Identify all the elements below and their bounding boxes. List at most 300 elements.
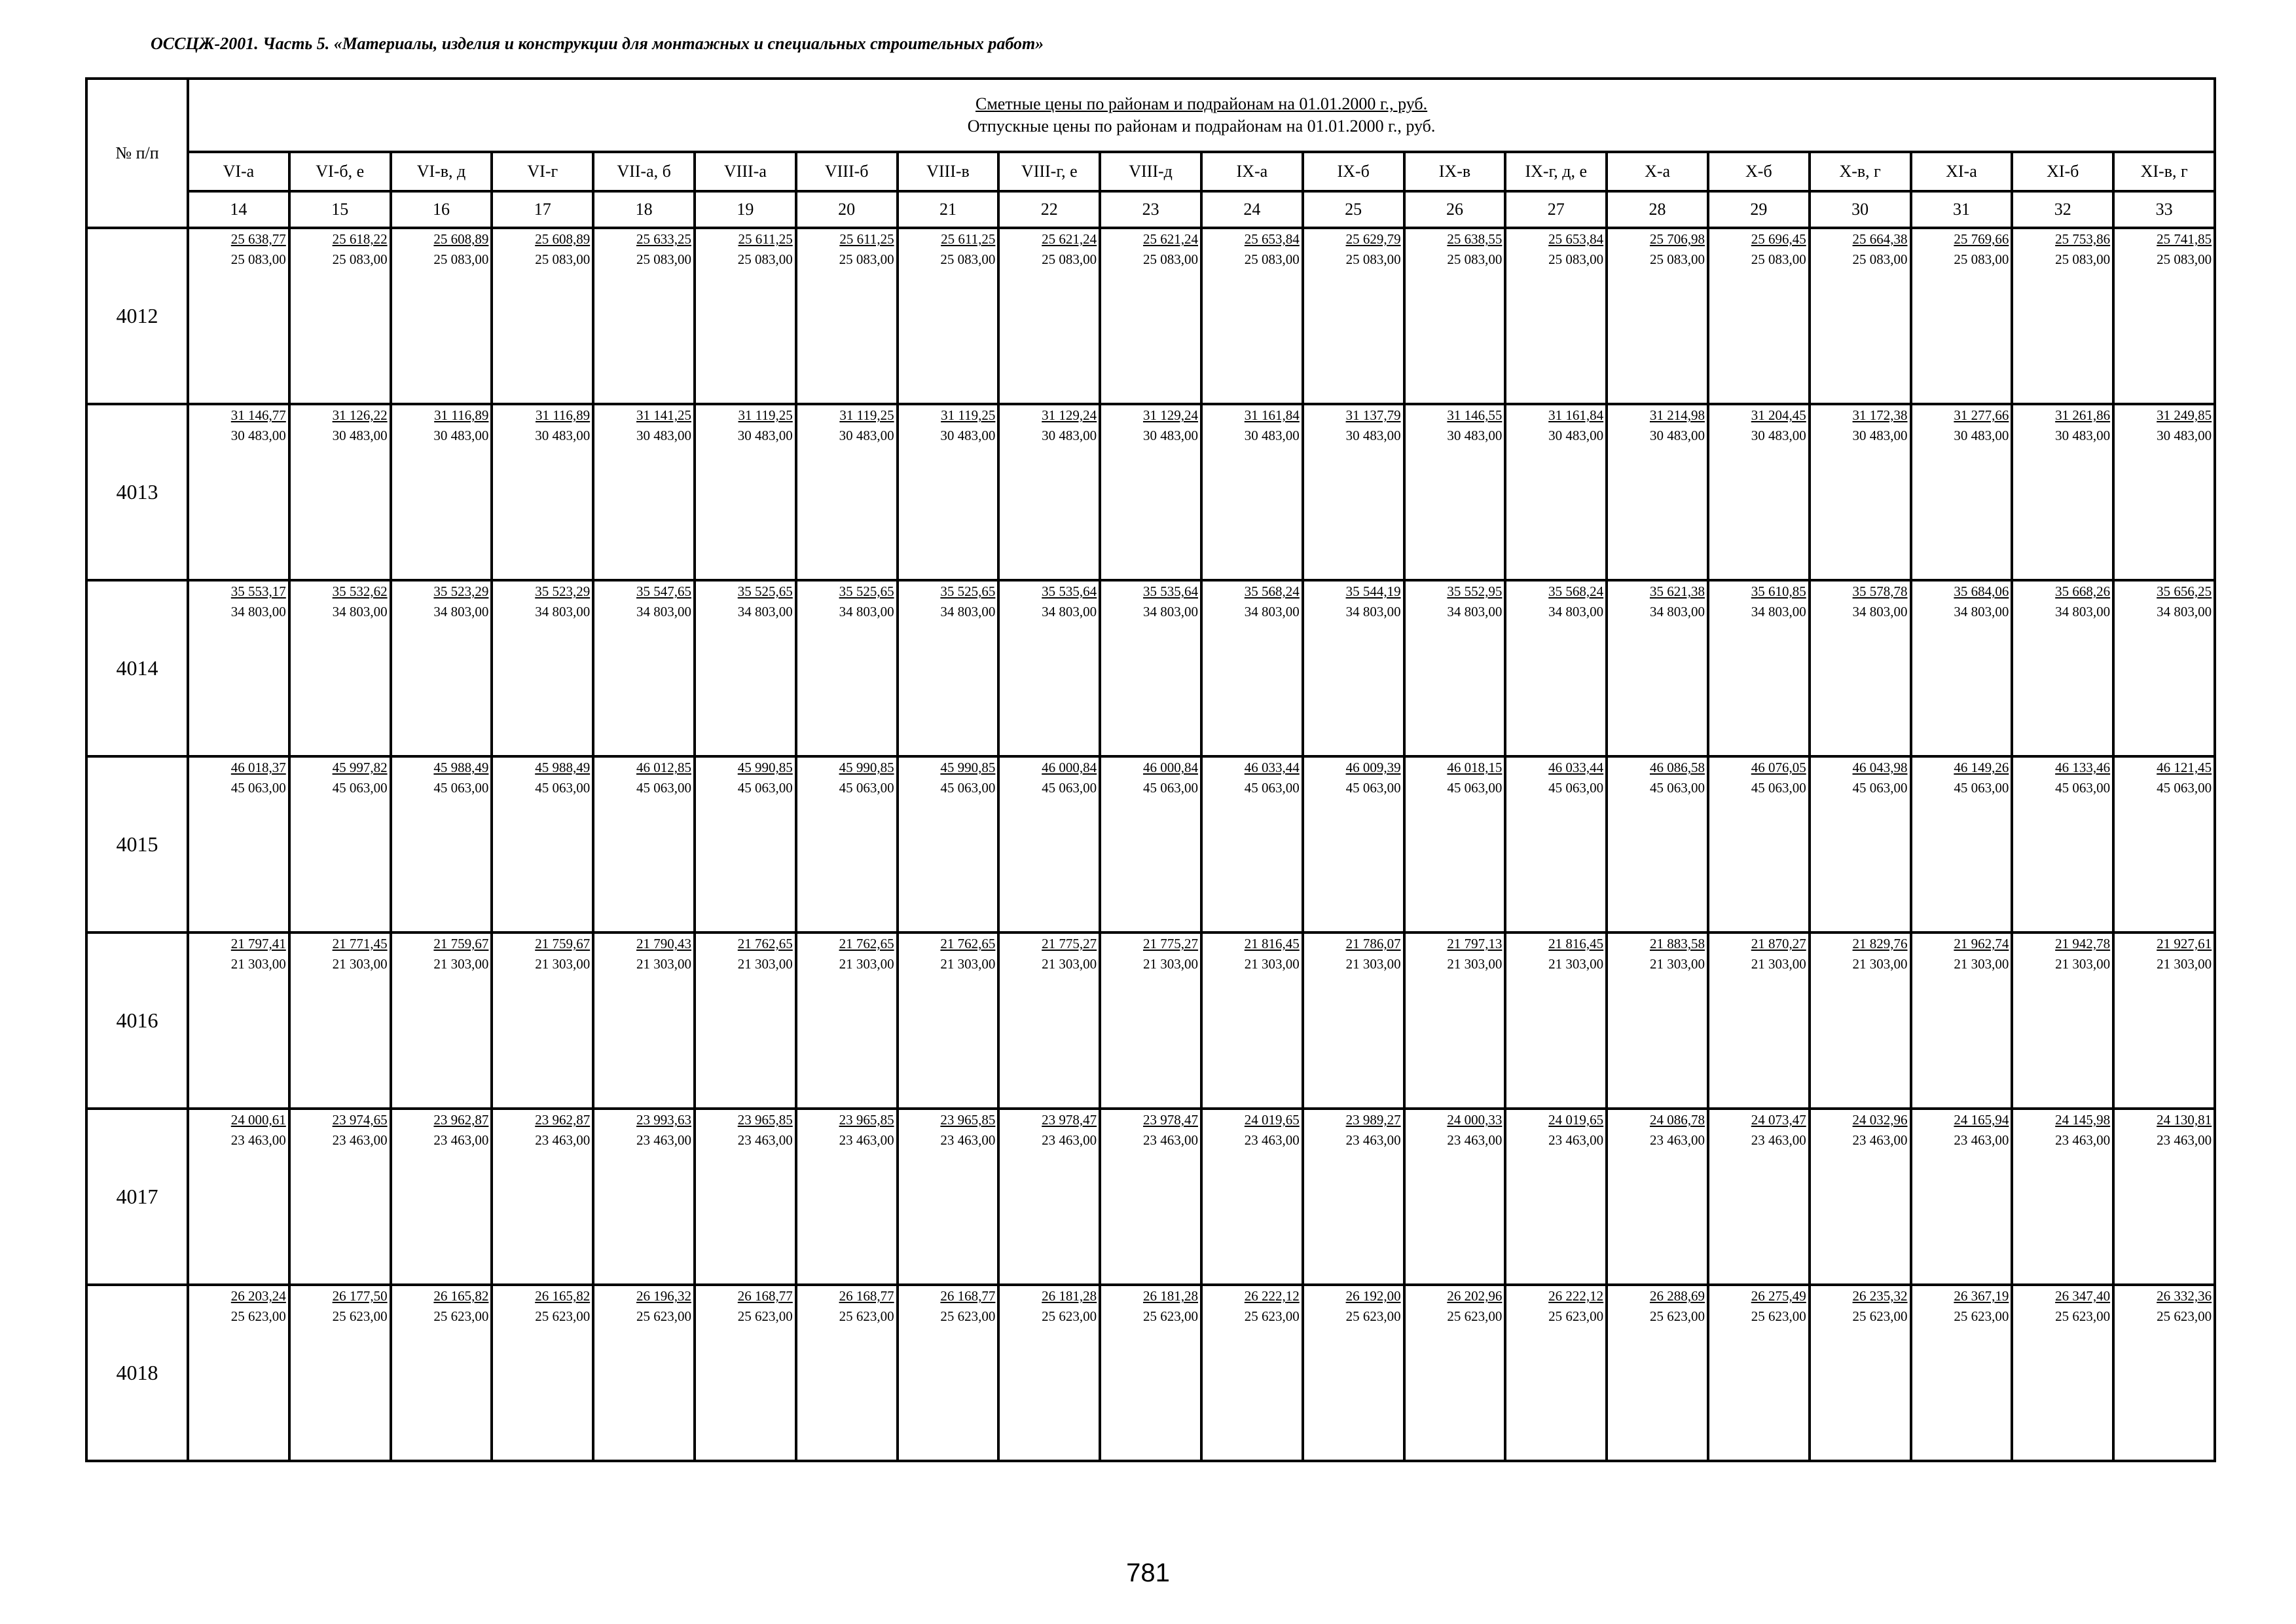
- price-cell: [1100, 756, 1201, 932]
- estimated-price: 25 741,85: [2157, 231, 2212, 247]
- item-code: 4017: [86, 1109, 188, 1285]
- release-price: 21 303,00: [1548, 956, 1604, 972]
- price-cell: [1911, 1285, 2013, 1461]
- price-cell: [2113, 404, 2215, 580]
- price-cell: [1708, 404, 1810, 580]
- release-price: 25 083,00: [1954, 251, 2009, 267]
- price-cell: [998, 580, 1100, 756]
- table-row: [86, 404, 2215, 580]
- column-number: 17: [492, 191, 593, 228]
- estimated-price: 46 086,58: [1649, 760, 1705, 775]
- release-price: 34 803,00: [433, 604, 489, 619]
- price-cell: [1404, 932, 1506, 1109]
- release-price: 45 063,00: [332, 780, 388, 796]
- table-row: [86, 228, 2215, 404]
- estimated-price: 24 086,78: [1649, 1112, 1705, 1128]
- release-price-title: Отпускные цены по районам и подрайонам на 01.01.2000 г., руб.: [967, 117, 1436, 136]
- price-cell: [1607, 932, 1708, 1109]
- release-price: 30 483,00: [1447, 428, 1503, 443]
- price-cell: [492, 756, 593, 932]
- column-number: 29: [1708, 191, 1810, 228]
- release-price: 21 303,00: [940, 956, 996, 972]
- estimated-price: 25 608,89: [433, 231, 489, 247]
- price-cell: [593, 1285, 695, 1461]
- region-header: X-в, г: [1810, 152, 1911, 191]
- release-price: 23 463,00: [535, 1132, 591, 1148]
- release-price: 21 303,00: [1042, 956, 1097, 972]
- release-price: 25 083,00: [1345, 251, 1401, 267]
- release-price: 30 483,00: [737, 428, 793, 443]
- price-cell: [1810, 1109, 1911, 1285]
- price-cell: [391, 932, 492, 1109]
- price-cell: [898, 228, 999, 404]
- price-cell: [188, 228, 289, 404]
- estimated-price: 21 759,67: [535, 936, 591, 951]
- region-header: VIII-д: [1100, 152, 1201, 191]
- release-price: 25 623,00: [737, 1308, 793, 1324]
- region-header: VII-а, б: [593, 152, 695, 191]
- column-number: 14: [188, 191, 289, 228]
- release-price: 21 303,00: [1852, 956, 1908, 972]
- release-price: 30 483,00: [1042, 428, 1097, 443]
- price-cell: [1404, 580, 1506, 756]
- price-cell: [1100, 1109, 1201, 1285]
- region-header: XI-б: [2012, 152, 2113, 191]
- estimated-price: 45 988,49: [433, 760, 489, 775]
- estimated-price: 31 129,24: [1142, 407, 1198, 423]
- price-cell: [1505, 404, 1607, 580]
- price-cell: [2113, 580, 2215, 756]
- price-cell: [593, 1109, 695, 1285]
- release-price: 21 303,00: [1447, 956, 1503, 972]
- release-price: 23 463,00: [2055, 1132, 2111, 1148]
- estimated-price: 35 668,26: [2055, 583, 2111, 599]
- price-cell: [1708, 932, 1810, 1109]
- estimated-price: 45 988,49: [535, 760, 591, 775]
- price-cell: [1607, 756, 1708, 932]
- release-price: 34 803,00: [636, 604, 691, 619]
- estimated-price: 26 192,00: [1345, 1288, 1401, 1304]
- release-price: 23 463,00: [332, 1132, 388, 1148]
- price-cell: [2012, 580, 2113, 756]
- price-cell: [1505, 756, 1607, 932]
- release-price: 45 063,00: [1649, 780, 1705, 796]
- release-price: 23 463,00: [1345, 1132, 1401, 1148]
- estimated-price: 23 962,87: [535, 1112, 591, 1128]
- estimated-price: 35 532,62: [332, 583, 388, 599]
- price-cell: [1911, 932, 2013, 1109]
- release-price: 23 463,00: [1042, 1132, 1097, 1148]
- price-cell: [492, 404, 593, 580]
- price-cell: [695, 1285, 796, 1461]
- release-price: 23 463,00: [1548, 1132, 1604, 1148]
- release-price: 21 303,00: [2157, 956, 2212, 972]
- price-cell: [1505, 932, 1607, 1109]
- item-code: 4012: [86, 228, 188, 404]
- price-cell: [695, 932, 796, 1109]
- estimated-price: 46 000,84: [1042, 760, 1097, 775]
- table-row: [86, 932, 2215, 1109]
- estimated-price: 24 073,47: [1751, 1112, 1806, 1128]
- estimated-price: 21 790,43: [636, 936, 691, 951]
- price-cell: [695, 1109, 796, 1285]
- estimated-price: 21 942,78: [2055, 936, 2111, 951]
- release-price: 25 623,00: [2055, 1308, 2111, 1324]
- price-cell: [695, 228, 796, 404]
- item-code: 4013: [86, 404, 188, 580]
- release-price: 30 483,00: [1954, 428, 2009, 443]
- estimated-price-title: Сметные цены по районам и подрайонам на 01.01.2000 г., руб.: [975, 94, 1428, 114]
- estimated-price: 26 196,32: [636, 1288, 691, 1304]
- region-header: VI-г: [492, 152, 593, 191]
- release-price: 45 063,00: [2055, 780, 2111, 796]
- estimated-price: 26 222,12: [1244, 1288, 1300, 1304]
- release-price: 25 623,00: [433, 1308, 489, 1324]
- price-cell: [1404, 1285, 1506, 1461]
- estimated-price: 25 638,77: [230, 231, 286, 247]
- table-body: [86, 228, 2215, 1461]
- release-price: 34 803,00: [1142, 604, 1198, 619]
- release-price: 23 463,00: [1142, 1132, 1198, 1148]
- price-cell: [1505, 1285, 1607, 1461]
- release-price: 34 803,00: [1751, 604, 1806, 619]
- price-cell: [1201, 756, 1303, 932]
- column-number-row: [86, 191, 2215, 228]
- price-cell: [998, 1109, 1100, 1285]
- price-cell: [1607, 1285, 1708, 1461]
- release-price: 25 623,00: [332, 1308, 388, 1324]
- estimated-price: 24 145,98: [2055, 1112, 2111, 1128]
- price-cell: [898, 932, 999, 1109]
- release-price: 25 083,00: [1548, 251, 1604, 267]
- price-cell: [1607, 1109, 1708, 1285]
- price-cell: [1201, 228, 1303, 404]
- release-price: 25 623,00: [1751, 1308, 1806, 1324]
- price-cell: [1303, 1109, 1404, 1285]
- release-price: 34 803,00: [839, 604, 894, 619]
- release-price: 25 623,00: [1852, 1308, 1908, 1324]
- estimated-price: 26 168,77: [737, 1288, 793, 1304]
- price-cell: [391, 1285, 492, 1461]
- estimated-price: 31 172,38: [1852, 407, 1908, 423]
- release-price: 45 063,00: [433, 780, 489, 796]
- estimated-price: 31 126,22: [332, 407, 388, 423]
- price-cell: [998, 756, 1100, 932]
- estimated-price: 35 523,29: [433, 583, 489, 599]
- release-price: 23 463,00: [433, 1132, 489, 1148]
- region-header: X-а: [1607, 152, 1708, 191]
- release-price: 30 483,00: [535, 428, 591, 443]
- release-price: 25 623,00: [940, 1308, 996, 1324]
- estimated-price: 24 032,96: [1852, 1112, 1908, 1128]
- release-price: 25 623,00: [1345, 1308, 1401, 1324]
- price-cell: [1201, 1285, 1303, 1461]
- release-price: 30 483,00: [2157, 428, 2212, 443]
- price-cell: [796, 228, 898, 404]
- release-price: 25 083,00: [230, 251, 286, 267]
- release-price: 23 463,00: [1649, 1132, 1705, 1148]
- price-cell: [1303, 756, 1404, 932]
- release-price: 25 083,00: [940, 251, 996, 267]
- estimated-price: 21 759,67: [433, 936, 489, 951]
- price-table: [85, 77, 2216, 1462]
- release-price: 25 083,00: [1244, 251, 1300, 267]
- price-cell: [2012, 756, 2113, 932]
- estimated-price: 24 019,65: [1548, 1112, 1604, 1128]
- estimated-price: 21 775,27: [1142, 936, 1198, 951]
- price-cell: [1607, 580, 1708, 756]
- release-price: 30 483,00: [1751, 428, 1806, 443]
- release-price: 30 483,00: [1548, 428, 1604, 443]
- price-cell: [1810, 580, 1911, 756]
- estimated-price: 31 119,25: [941, 407, 996, 423]
- release-price: 25 083,00: [737, 251, 793, 267]
- price-cell: [188, 932, 289, 1109]
- release-price: 30 483,00: [433, 428, 489, 443]
- table-row: [86, 1109, 2215, 1285]
- estimated-price: 35 547,65: [636, 583, 691, 599]
- estimated-price: 21 816,45: [1244, 936, 1300, 951]
- price-cell: [796, 1109, 898, 1285]
- release-price: 23 463,00: [230, 1132, 286, 1148]
- estimated-price: 31 146,55: [1447, 407, 1503, 423]
- price-cell: [2012, 404, 2113, 580]
- price-cell: [492, 1285, 593, 1461]
- estimated-price: 46 033,44: [1244, 760, 1300, 775]
- price-cell: [898, 1109, 999, 1285]
- release-price: 30 483,00: [2055, 428, 2111, 443]
- release-price: 45 063,00: [1954, 780, 2009, 796]
- page-number: 781: [1126, 1559, 1170, 1587]
- release-price: 34 803,00: [230, 604, 286, 619]
- price-cell: [289, 580, 391, 756]
- estimated-price: 21 797,13: [1447, 936, 1503, 951]
- estimated-price: 26 181,28: [1142, 1288, 1198, 1304]
- column-number: 20: [796, 191, 898, 228]
- table-title-row: [86, 79, 2215, 152]
- release-price: 25 623,00: [1649, 1308, 1705, 1324]
- price-cell: [188, 404, 289, 580]
- estimated-price: 25 621,24: [1042, 231, 1097, 247]
- estimated-price: 31 146,77: [230, 407, 286, 423]
- price-cell: [796, 756, 898, 932]
- estimated-price: 25 621,24: [1142, 231, 1198, 247]
- estimated-price: 21 797,41: [230, 936, 286, 951]
- price-cell: [1303, 404, 1404, 580]
- release-price: 23 463,00: [839, 1132, 894, 1148]
- release-price: 45 063,00: [839, 780, 894, 796]
- region-header-row: [86, 152, 2215, 191]
- release-price: 25 083,00: [433, 251, 489, 267]
- estimated-price: 25 638,55: [1447, 231, 1503, 247]
- release-price: 45 063,00: [1447, 780, 1503, 796]
- release-price: 45 063,00: [1142, 780, 1198, 796]
- release-price: 25 083,00: [535, 251, 591, 267]
- release-price: 45 063,00: [636, 780, 691, 796]
- price-cell: [1303, 228, 1404, 404]
- estimated-price: 35 621,38: [1649, 583, 1705, 599]
- release-price: 25 083,00: [636, 251, 691, 267]
- price-cell: [998, 1285, 1100, 1461]
- release-price: 45 063,00: [737, 780, 793, 796]
- price-cell: [2012, 1109, 2113, 1285]
- price-cell: [796, 580, 898, 756]
- price-cell: [1708, 1109, 1810, 1285]
- estimated-price: 21 762,65: [839, 936, 894, 951]
- estimated-price: 31 137,79: [1345, 407, 1401, 423]
- release-price: 21 303,00: [636, 956, 691, 972]
- estimated-price: 35 552,95: [1447, 583, 1503, 599]
- column-number: 24: [1201, 191, 1303, 228]
- release-price: 34 803,00: [1852, 604, 1908, 619]
- estimated-price: 26 332,36: [2157, 1288, 2212, 1304]
- column-number: 16: [391, 191, 492, 228]
- table-row: [86, 1285, 2215, 1461]
- estimated-price: 21 762,65: [737, 936, 793, 951]
- price-cell: [2113, 932, 2215, 1109]
- column-number: 15: [289, 191, 391, 228]
- price-cell: [188, 1109, 289, 1285]
- region-header: IX-б: [1303, 152, 1404, 191]
- release-price: 25 083,00: [2157, 251, 2212, 267]
- release-price: 21 303,00: [1649, 956, 1705, 972]
- region-header: VI-а: [188, 152, 289, 191]
- column-number: 25: [1303, 191, 1404, 228]
- release-price: 21 303,00: [535, 956, 591, 972]
- release-price: 21 303,00: [1751, 956, 1806, 972]
- release-price: 25 083,00: [1042, 251, 1097, 267]
- estimated-price: 25 618,22: [332, 231, 388, 247]
- estimated-price: 24 019,65: [1244, 1112, 1300, 1128]
- price-cell: [1404, 756, 1506, 932]
- release-price: 25 623,00: [1244, 1308, 1300, 1324]
- price-cell: [695, 756, 796, 932]
- price-cell: [2113, 1109, 2215, 1285]
- price-cell: [1810, 932, 1911, 1109]
- price-cell: [1100, 404, 1201, 580]
- estimated-price: 26 168,77: [940, 1288, 996, 1304]
- estimated-price: 45 997,82: [332, 760, 388, 775]
- estimated-price: 26 165,82: [433, 1288, 489, 1304]
- estimated-price: 35 525,65: [940, 583, 996, 599]
- release-price: 45 063,00: [1852, 780, 1908, 796]
- price-cell: [695, 404, 796, 580]
- column-number: 32: [2012, 191, 2113, 228]
- region-header: VIII-а: [695, 152, 796, 191]
- price-cell: [1201, 1109, 1303, 1285]
- release-price: 30 483,00: [230, 428, 286, 443]
- estimated-price: 25 611,25: [738, 231, 793, 247]
- price-cell: [898, 756, 999, 932]
- estimated-price: 24 130,81: [2157, 1112, 2212, 1128]
- estimated-price: 35 568,24: [1244, 583, 1300, 599]
- price-cell: [2012, 228, 2113, 404]
- estimated-price: 35 578,78: [1852, 583, 1908, 599]
- estimated-price: 25 664,38: [1852, 231, 1908, 247]
- estimated-price: 31 161,84: [1244, 407, 1300, 423]
- column-number: 27: [1505, 191, 1607, 228]
- release-price: 34 803,00: [1954, 604, 2009, 619]
- release-price: 25 083,00: [1142, 251, 1198, 267]
- estimated-price: 35 610,85: [1751, 583, 1806, 599]
- price-cell: [1810, 1285, 1911, 1461]
- price-cell: [391, 228, 492, 404]
- column-number: 22: [998, 191, 1100, 228]
- release-price: 21 303,00: [2055, 956, 2111, 972]
- item-code: 4018: [86, 1285, 188, 1461]
- release-price: 45 063,00: [2157, 780, 2212, 796]
- item-code: 4014: [86, 580, 188, 756]
- column-number: 33: [2113, 191, 2215, 228]
- estimated-price: 26 165,82: [535, 1288, 591, 1304]
- price-cell: [289, 228, 391, 404]
- release-price: 34 803,00: [2157, 604, 2212, 619]
- estimated-price: 35 544,19: [1345, 583, 1401, 599]
- price-cell: [1607, 404, 1708, 580]
- estimated-price: 35 535,64: [1142, 583, 1198, 599]
- price-cell: [1607, 228, 1708, 404]
- estimated-price: 46 000,84: [1142, 760, 1198, 775]
- release-price: 34 803,00: [1548, 604, 1604, 619]
- column-number: 26: [1404, 191, 1506, 228]
- column-number: 18: [593, 191, 695, 228]
- price-cell: [492, 580, 593, 756]
- document-header: ОССЦЖ-2001. Часть 5. «Материалы, изделия и конструкции для монтажных и специальных строительных работ»: [151, 34, 1044, 53]
- price-cell: [1303, 932, 1404, 1109]
- release-price: 25 623,00: [535, 1308, 591, 1324]
- estimated-price: 31 141,25: [636, 407, 691, 423]
- estimated-price: 25 696,45: [1751, 231, 1806, 247]
- estimated-price: 35 535,64: [1042, 583, 1097, 599]
- release-price: 23 463,00: [636, 1132, 691, 1148]
- estimated-price: 21 786,07: [1345, 936, 1401, 951]
- price-cell: [1201, 932, 1303, 1109]
- release-price: 25 083,00: [332, 251, 388, 267]
- release-price: 25 623,00: [839, 1308, 894, 1324]
- price-cell: [2113, 228, 2215, 404]
- estimated-price: 21 771,45: [332, 936, 388, 951]
- price-cell: [289, 404, 391, 580]
- region-header: VIII-г, е: [998, 152, 1100, 191]
- price-cell: [391, 1109, 492, 1285]
- estimated-price: 46 018,37: [230, 760, 286, 775]
- estimated-price: 26 235,32: [1852, 1288, 1908, 1304]
- estimated-price: 26 367,19: [1954, 1288, 2009, 1304]
- price-cell: [2113, 1285, 2215, 1461]
- estimated-price: 23 965,85: [940, 1112, 996, 1128]
- estimated-price: 31 214,98: [1649, 407, 1705, 423]
- estimated-price: 23 978,47: [1142, 1112, 1198, 1128]
- price-cell: [998, 932, 1100, 1109]
- price-cell: [998, 404, 1100, 580]
- release-price: 21 303,00: [737, 956, 793, 972]
- price-cell: [2012, 1285, 2113, 1461]
- price-cell: [1708, 580, 1810, 756]
- estimated-price: 46 009,39: [1345, 760, 1401, 775]
- estimated-price: 23 965,85: [839, 1112, 894, 1128]
- estimated-price: 46 121,45: [2157, 760, 2212, 775]
- price-cell: [2012, 932, 2113, 1109]
- release-price: 34 803,00: [1649, 604, 1705, 619]
- estimated-price: 23 978,47: [1042, 1112, 1097, 1128]
- price-cell: [1201, 404, 1303, 580]
- release-price: 25 623,00: [1548, 1308, 1604, 1324]
- release-price: 30 483,00: [1244, 428, 1300, 443]
- estimated-price: 35 525,65: [737, 583, 793, 599]
- price-cell: [391, 404, 492, 580]
- price-cell: [1100, 580, 1201, 756]
- table-row: [86, 756, 2215, 932]
